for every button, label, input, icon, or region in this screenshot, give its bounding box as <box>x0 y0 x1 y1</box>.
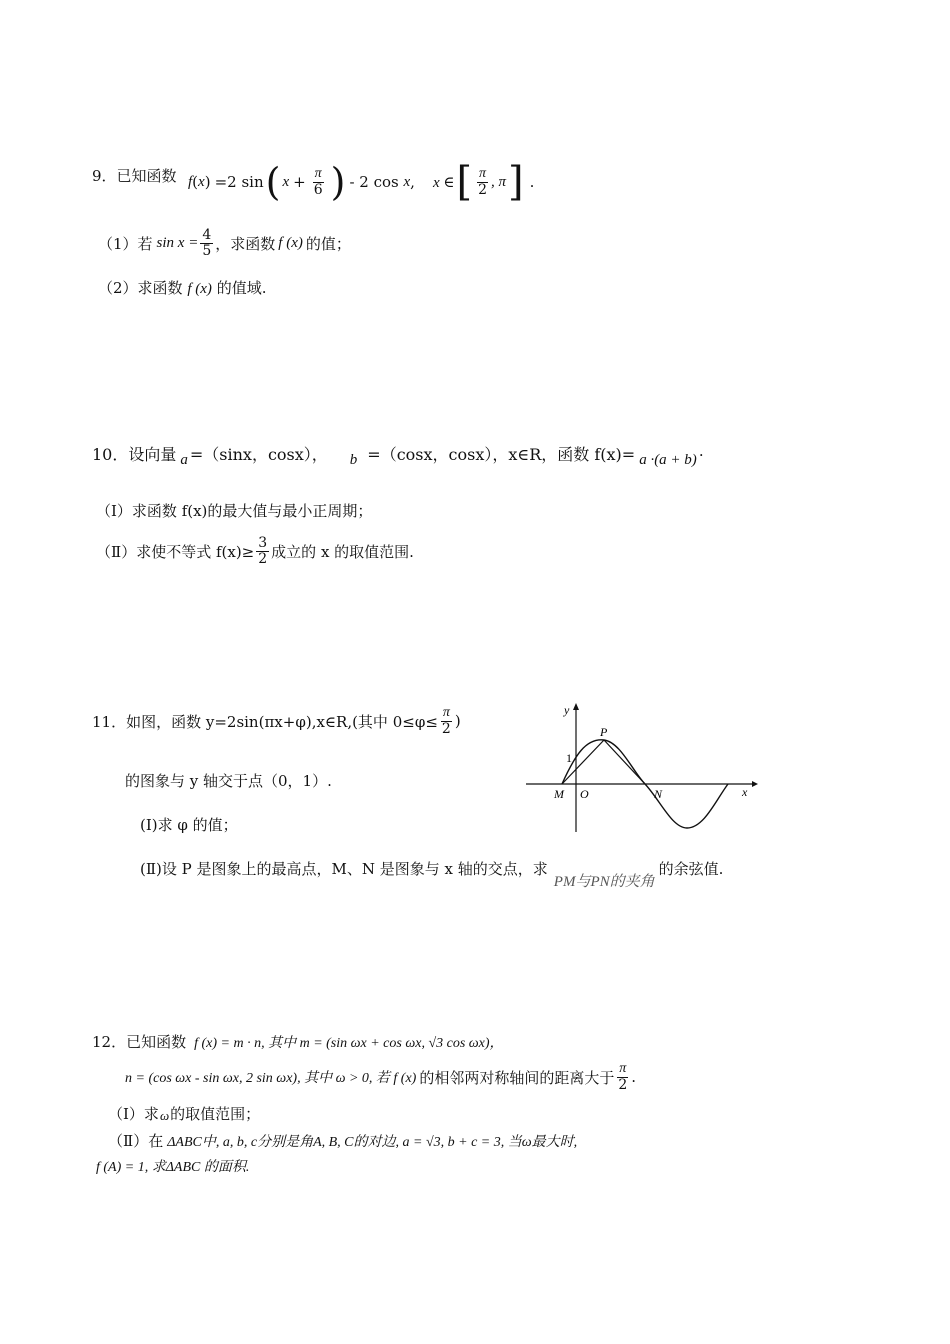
segment-pn <box>604 740 645 784</box>
bracket-right: ] <box>508 159 524 205</box>
q12-part2: （Ⅱ）在 ΔABC中, a, b, c分别是角A, B, C的对边, a = √3, b + c = 3, 当ω最大时, <box>108 1132 578 1150</box>
q11-part2: (Ⅱ)设 P 是图象上的最高点，M、N 是图象与 x 轴的交点，求 PM与PN的夹角 的余弦值. <box>140 860 724 890</box>
q10-line: 10．设向量 a =（sinx，cosx）， b =（cosx，cosx），x∈R，函数 f(x)= a ·(a + b) . <box>92 442 704 468</box>
four-fifths: $\frac{4}{5}$ <box>202 227 212 259</box>
pi-over-2: $\frac{\pi}{2}$ <box>441 705 451 737</box>
q12-part1: （Ⅰ）求 ω 的取值范围； <box>108 1105 261 1123</box>
y-axis-arrow <box>573 703 579 710</box>
label-one: 1 <box>566 751 572 765</box>
label-y: y <box>564 703 570 717</box>
x-axis-arrow <box>752 781 758 787</box>
q12-line1: 12．已知函数 f (x) = m · n, 其中 m = (sin ωx + cos ωx, √3 cos ωx)， <box>92 1033 504 1051</box>
label-n: N <box>654 787 663 801</box>
pi-over-6: $\frac{\pi}{6}$ <box>313 165 323 198</box>
bracket-left: [ <box>456 159 473 205</box>
label-p: P <box>600 725 608 739</box>
pi-over-2: $\frac{\pi}{2}$ <box>618 1061 628 1093</box>
pi-over-2: $\frac{\pi}{2}$ <box>478 165 487 198</box>
q10-part1: （Ⅰ）求函数 f(x)的最大值与最小正周期； <box>96 502 373 520</box>
label-m: M <box>554 787 564 801</box>
paren-left: ( <box>265 160 281 204</box>
q9-part2: （2）求函数 f (x) 的值域. <box>98 279 267 297</box>
q9-part1: （1）若 sin x = $\frac{4}{5}$ ，求函数 f (x) 的值； <box>98 227 351 259</box>
q11-line1: 11．如图，函数 y=2sin(πx+φ),x∈R,(其中 0≤φ≤ $\frac{\pi}{2}$ ) <box>92 705 461 737</box>
label-o: O <box>580 787 589 801</box>
q11-part1: (Ⅰ)求 φ 的值； <box>140 816 238 834</box>
q9-heading: 9．已知函数 <box>92 167 177 185</box>
three-halves: $\frac{3}{2}$ <box>258 535 268 567</box>
q9-formula: f ( x ) =2 sin ( x + $\frac{\pi}{6}$ ) - 2 cos x , x ∈ [ $\frac{\pi}{2}$ , π ] . <box>188 159 535 205</box>
q11-line2: 的图象与 y 轴交于点（0，1）. <box>125 772 332 790</box>
q10-part2: （Ⅱ）求使不等式 f(x)≥ $\frac{3}{2}$ 成立的 x 的取值范围. <box>96 535 414 567</box>
sine-graph-figure <box>520 700 760 840</box>
paren-right: ) <box>330 160 346 204</box>
q12-line2: n = (cos ωx - sin ωx, 2 sin ωx), 其中 ω > 0, 若 f (x) 的相邻两对称轴间的距离大于 $\frac{\pi}{2}$ . <box>125 1061 637 1093</box>
label-x: x <box>742 785 748 799</box>
q12-part3: f (A) = 1, 求ΔABC 的面积. <box>96 1160 250 1175</box>
